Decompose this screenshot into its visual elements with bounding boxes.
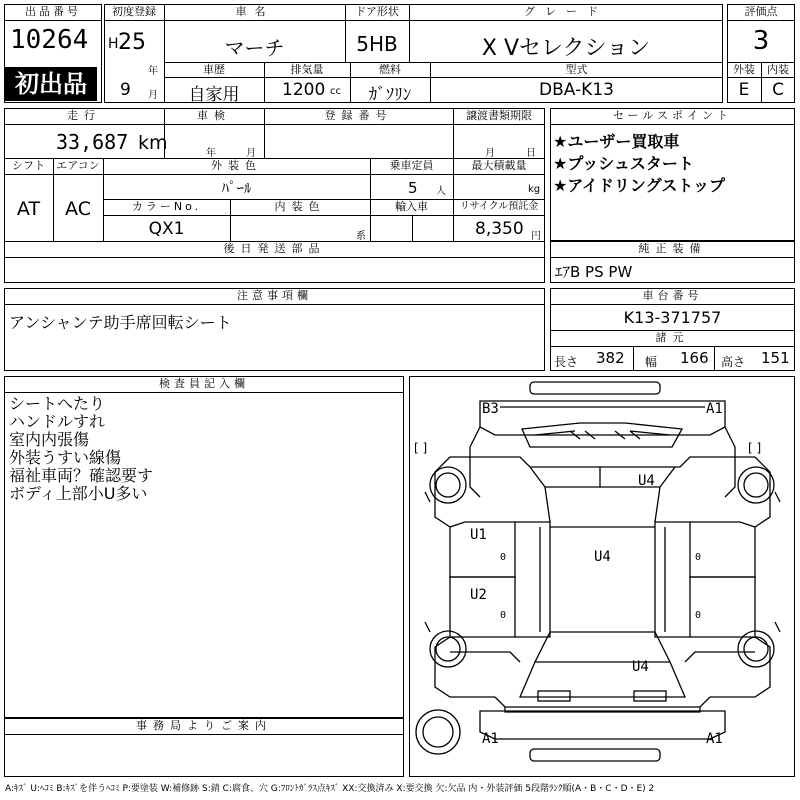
shift-label: シフト (12, 159, 45, 172)
inspector-note: ハンドルすれ (9, 412, 106, 431)
lot-number-label: 出品番号 (25, 5, 81, 18)
sales-point-item: ★プッシュスタート (553, 154, 694, 173)
exterior-label: 外装 (733, 63, 755, 76)
color-label: 外装色 (211, 159, 262, 172)
damage-mark-u2: U2 (470, 587, 487, 603)
inspector-note: 室内内張傷 (9, 430, 90, 449)
damage-mark-a1: A1 (706, 731, 723, 747)
displacement: 1200 (282, 80, 326, 100)
max-load-label: 最大積載量 (471, 159, 527, 172)
capacity-label: 乗車定員 (389, 159, 434, 172)
damage-legend: A:ｷｽﾞ U:ﾍｺﾐ B:ｷｽﾞを伴うﾍｺﾐ P:要塗装 W:補修跡 S:錆 C:腐食、穴 G:ﾌﾛﾝﾄｶﾞﾗｽ点ｷｽﾞ XX:交換済み X:要交換 欠:欠品 内・外装評価 5段階ﾗﾝｸ順(A・B・C・D・E) 2 (5, 784, 655, 794)
capacity-unit: 人 (436, 186, 446, 197)
damage-mark-u4: U4 (594, 549, 611, 565)
damage-mark-a1: A1 (482, 731, 499, 747)
transfer-day-unit: 日 (526, 148, 536, 159)
color-number-label: カラーNo. (131, 200, 202, 213)
damage-mark-u4: U4 (632, 659, 649, 675)
displacement-label: 排気量 (290, 63, 324, 76)
model-label: 型式 (565, 63, 588, 76)
score: 3 (752, 26, 770, 56)
damage-mark-u4: U4 (638, 473, 655, 489)
equipment-label: 純正装備 (638, 242, 707, 255)
chassis-number: K13-371757 (623, 308, 722, 327)
inspector-notes-label: 検査員記入欄 (159, 377, 249, 390)
history: 自家用 (188, 85, 240, 105)
inspection-month-unit: 月 (246, 148, 256, 159)
interior-label: 内装 (767, 63, 789, 76)
reg-number-label: 登録番号 (324, 109, 393, 122)
fuel-label: 燃料 (379, 63, 401, 76)
bracket-left: [ ] (414, 441, 428, 455)
color-number: QX1 (148, 219, 185, 239)
lot-number: 10264 (10, 25, 89, 55)
recycle-fee-label: リサイクル預託金 (459, 201, 539, 212)
capacity: 5 (408, 179, 418, 197)
width-label: 幅 (645, 355, 658, 369)
car-name: マーチ (224, 36, 285, 60)
damage-mark-u1: U1 (470, 527, 487, 543)
score-label: 評価点 (744, 5, 778, 18)
exterior-color: ﾊﾟｰﾙ (221, 179, 252, 197)
mileage-label: 走行 (67, 109, 101, 122)
interior-color-unit: 系 (356, 231, 366, 242)
first-reg-label: 初度登録 (112, 5, 156, 18)
car-outline-diagram (410, 377, 794, 776)
inspector-notes-list (9, 395, 153, 503)
air-conditioner: AC (65, 198, 91, 220)
grade: X Vセレクション (481, 36, 651, 61)
first-reg-month: 9 (120, 80, 131, 100)
sales-point-item: ★ユーザー買取車 (553, 132, 680, 151)
import-label: 輸入車 (395, 200, 428, 213)
height-label: 高さ (721, 355, 746, 369)
bracket-right: [ ] (748, 441, 762, 455)
first-listing-badge: 初出品 (5, 67, 97, 101)
first-reg-era: H (108, 36, 119, 52)
damage-zero: 0 (500, 552, 507, 563)
notes-value: アンシャンテ助手席回転シート (9, 313, 232, 332)
door-label: ドア形状 (355, 5, 399, 18)
length: 382 (596, 349, 625, 367)
inspector-note: 福祉車両？確認要す (9, 466, 154, 485)
grade-label: グレード (524, 5, 608, 18)
inspection-label: 車検 (197, 109, 231, 122)
door-type: 5HB (356, 32, 398, 56)
history-label: 車歴 (203, 63, 225, 76)
inspection-year-unit: 年 (206, 148, 216, 159)
transfer-month-unit: 月 (485, 148, 495, 159)
interior-color-label: 内装色 (274, 200, 326, 213)
transfer-deadline-label: 譲渡書類期限 (466, 109, 532, 122)
first-reg-month-unit: 月 (148, 90, 158, 101)
damage-zero: 0 (695, 552, 702, 563)
exterior-grade: E (738, 80, 750, 100)
displacement-unit: cc (330, 86, 341, 97)
inspector-note: シートへたり (9, 394, 106, 413)
dimensions-label: 諸元 (655, 331, 690, 344)
width: 166 (680, 349, 709, 367)
inspector-note: ボディ上部小U多い (9, 484, 148, 503)
sales-points-label: セールスポイント (612, 109, 732, 122)
fuel: ｶﾞｿﾘﾝ (368, 85, 412, 105)
car-name-label: 車名 (235, 5, 274, 18)
damage-zero: 0 (695, 610, 702, 621)
delivery-parts-label: 後日発送部品 (223, 242, 326, 255)
damage-mark-b3: B3 (482, 401, 499, 417)
damage-mark-a1: A1 (706, 401, 723, 417)
notes-label: 注意事項欄 (237, 289, 312, 302)
damage-diagram (409, 376, 795, 777)
recycle-fee: 8,350 (475, 219, 524, 239)
shift: AT (16, 198, 41, 220)
first-reg-year-unit: 年 (148, 66, 158, 77)
inspector-note: 外装うすい線傷 (9, 448, 122, 467)
recycle-fee-unit: 円 (531, 231, 541, 242)
chassis-number-label: 車台番号 (642, 289, 703, 302)
length-label: 長さ (554, 355, 579, 369)
office-info-label: 事務局よりご案内 (136, 719, 272, 732)
model: DBA-K13 (539, 80, 614, 100)
mileage: 33,687 (56, 130, 129, 154)
max-load-unit: kg (528, 184, 541, 195)
first-reg-year: 25 (118, 30, 146, 55)
damage-zero: 0 (500, 610, 507, 621)
height: 151 (761, 349, 790, 367)
mileage-unit: km (138, 132, 168, 154)
interior-grade: C (772, 80, 784, 100)
equipment-value: ｴｱB PS PW (555, 263, 633, 281)
ac-label: エアコン (56, 159, 100, 172)
sales-point-item: ★アイドリングストップ (553, 176, 725, 195)
